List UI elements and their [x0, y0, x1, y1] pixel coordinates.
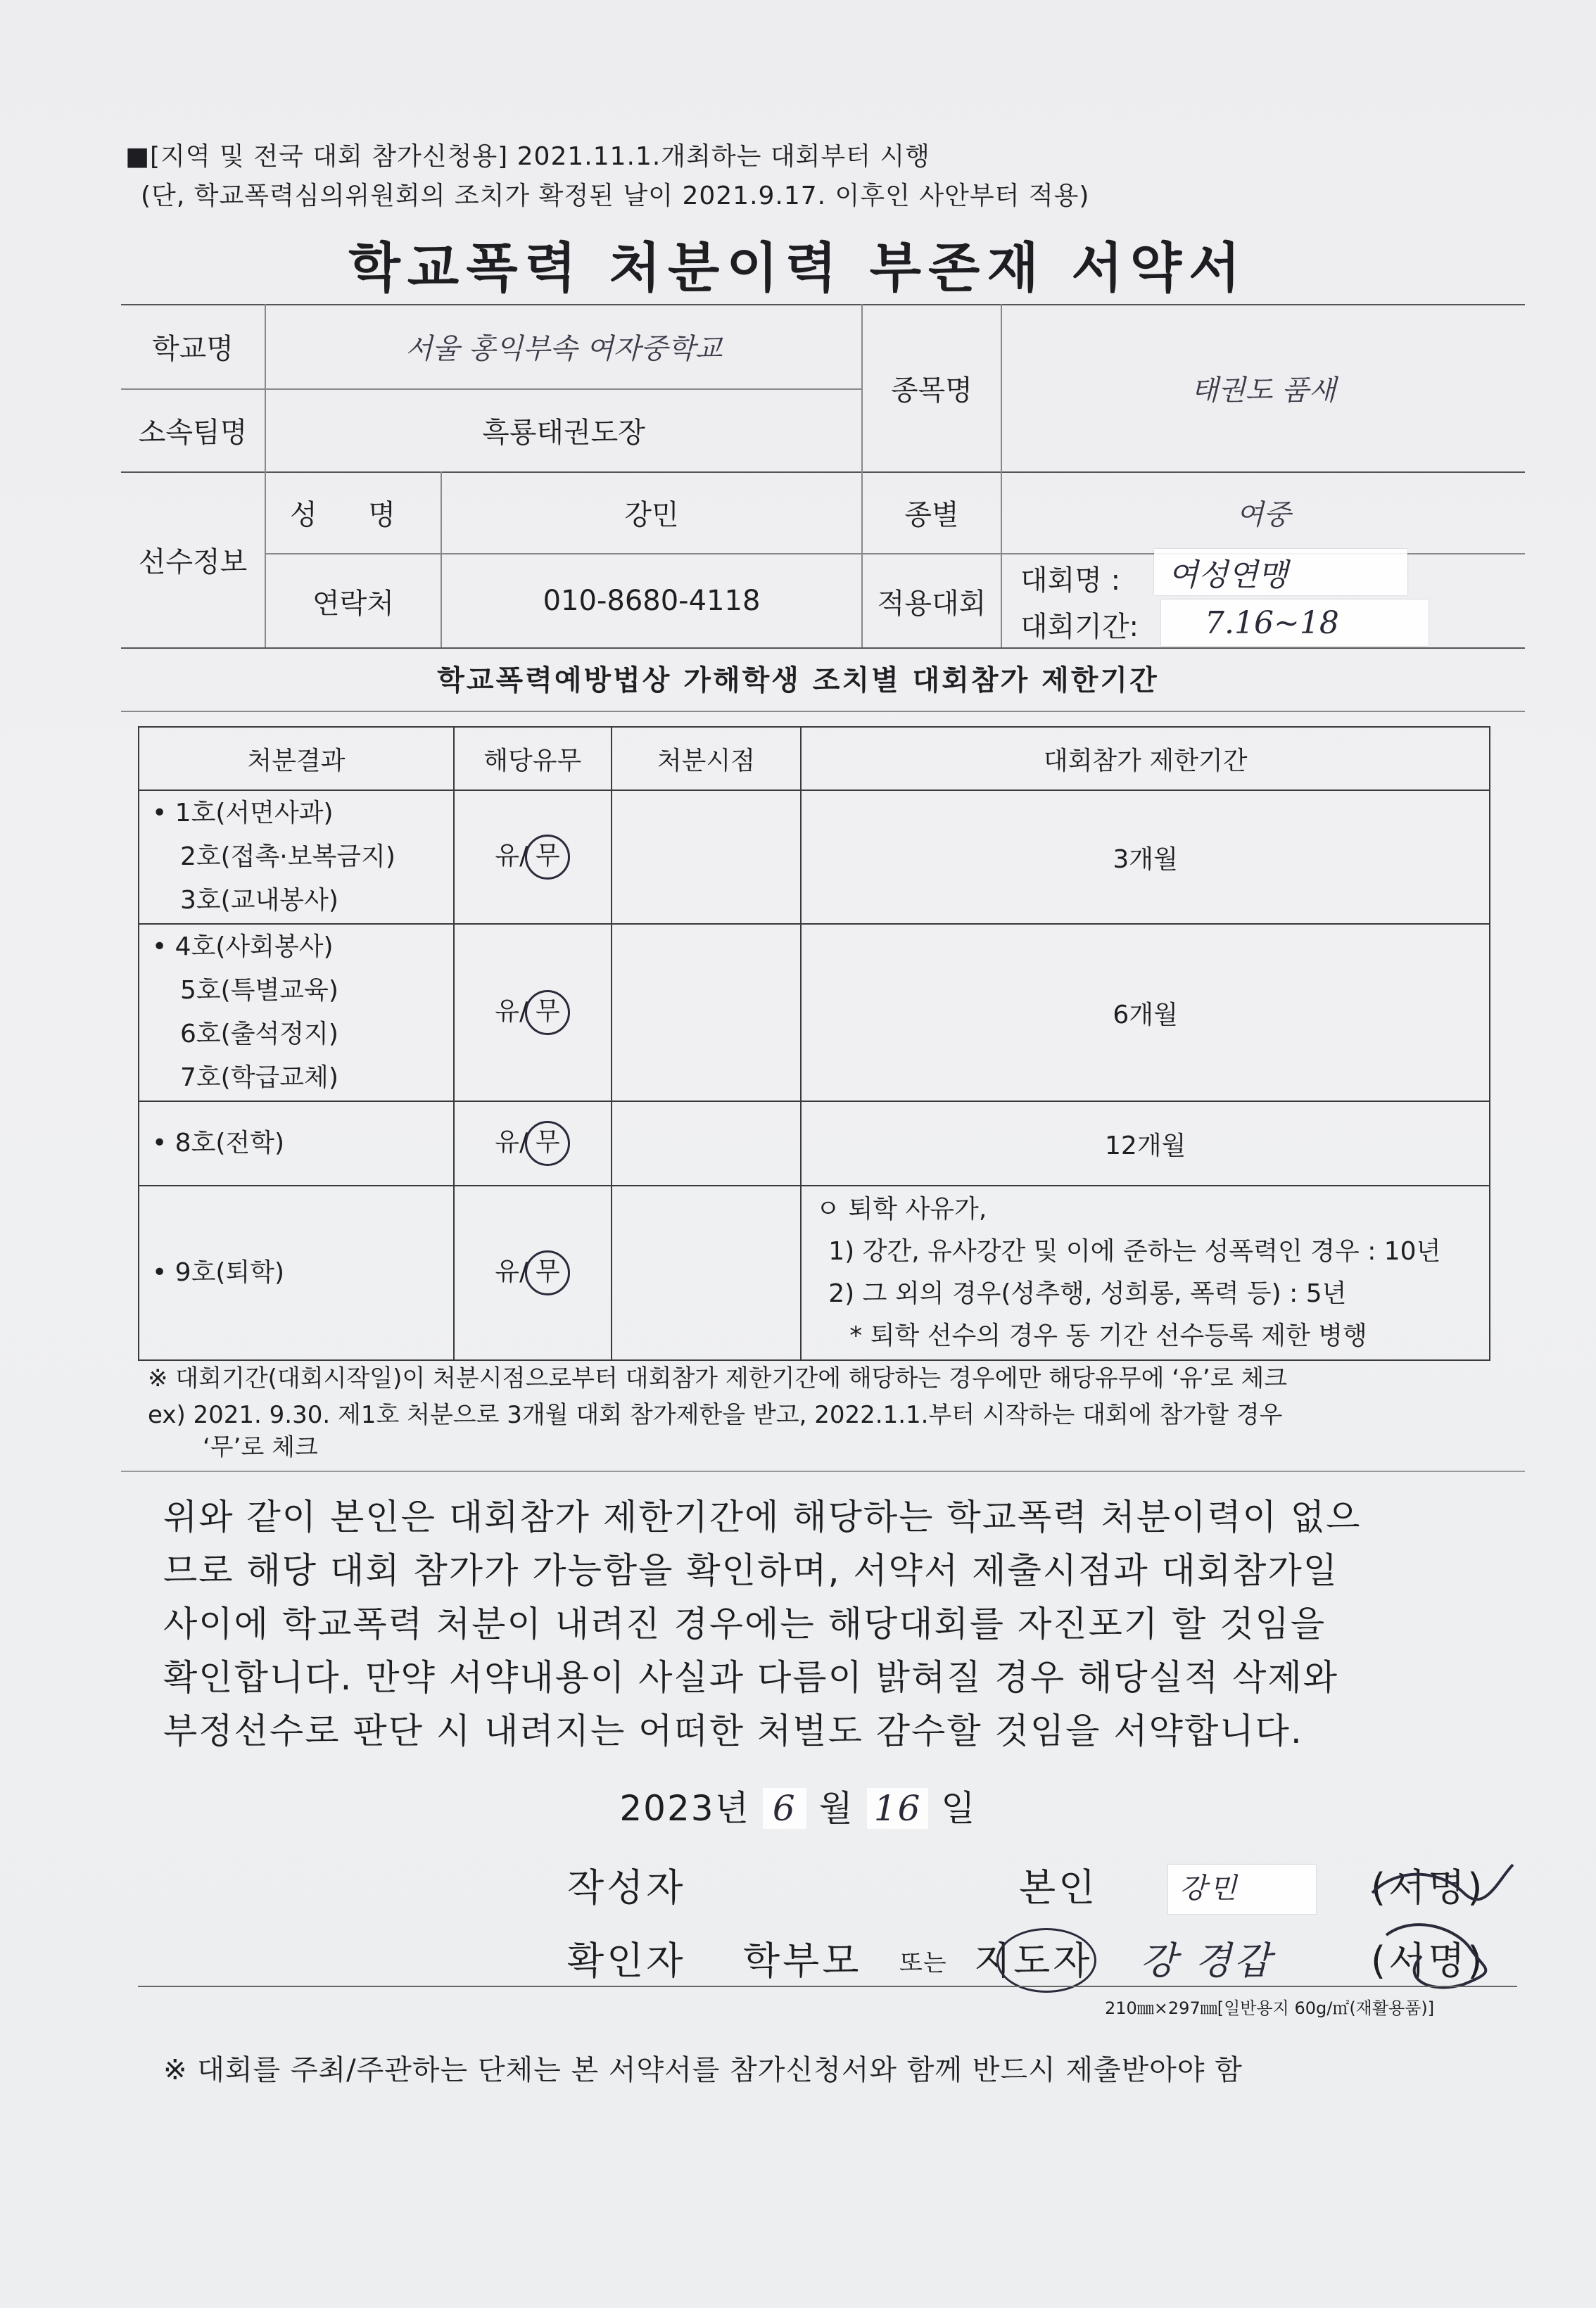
- competition-period-label: 대회기간:: [1020, 610, 1139, 643]
- header-applicable: 해당유무: [454, 727, 612, 790]
- reason-line: 1) 강간, 유사강간 및 이에 준하는 성폭력인 경우 : 10년: [828, 1237, 1441, 1266]
- notice-block: [125, 137, 1089, 216]
- yes-option[interactable]: 유/: [495, 1128, 528, 1157]
- result-item: • 9호(퇴학): [152, 1258, 284, 1287]
- contact-value: 010-8680-4118: [543, 585, 761, 617]
- confirmer-label: 확인자: [567, 1939, 686, 1983]
- page-title: 학교폭력 처분이력 부존재 서약서: [348, 236, 1248, 299]
- name-label: 성 명: [290, 498, 417, 531]
- pledge-line: 사이에 학교폭력 처분이 내려진 경우에는 해당대회를 자진포기 할 것임을: [163, 1604, 1326, 1644]
- result-cell: [139, 1101, 454, 1186]
- result-item: 2호(접촉·보복금지): [180, 842, 395, 871]
- result-item: • 1호(서면사과): [152, 799, 334, 828]
- pledge-line: 므로 해당 대회 참가가 가능함을 확인하며, 서약서 제출시점과 대회참가일: [163, 1550, 1339, 1591]
- expulsion-reason-cell: [801, 1186, 1490, 1360]
- date-month-unit: 월: [818, 1788, 854, 1829]
- applicable-cell[interactable]: [454, 1101, 612, 1186]
- date-day-unit: 일: [941, 1788, 977, 1829]
- parent-label: 학부모: [743, 1939, 862, 1983]
- pledge-line: 위와 같이 본인은 대회참가 제한기간에 해당하는 학교폭력 처분이력이 없으: [163, 1497, 1362, 1537]
- sign-placeholder-2: (서명): [1371, 1939, 1486, 1983]
- reason-line: 2) 그 외의 경우(성추행, 성희롱, 폭력 등) : 5년: [828, 1279, 1347, 1308]
- self-label: 본인: [1019, 1865, 1098, 1910]
- result-cell: [139, 1186, 454, 1360]
- header-period: 대회참가 제한기간: [801, 727, 1490, 790]
- period-cell: 6개월: [801, 924, 1490, 1101]
- table-row: [139, 1101, 1490, 1186]
- name-value: 강민: [624, 498, 679, 531]
- event-value: 태권도 품새: [1191, 374, 1336, 407]
- divider: [121, 647, 1525, 649]
- table-row: [139, 790, 1490, 924]
- result-item: • 8호(전학): [152, 1129, 284, 1158]
- table-row: [139, 924, 1490, 1101]
- table-row: [139, 1186, 1490, 1360]
- yes-option[interactable]: 유/: [495, 842, 528, 870]
- handwritten-signature: [1358, 1851, 1527, 2005]
- result-item: 5호(특별교육): [180, 976, 338, 1005]
- applicable-cell[interactable]: [454, 790, 612, 924]
- no-option-circled[interactable]: 무: [525, 835, 570, 880]
- signing-date: [0, 1780, 1596, 1831]
- yes-option[interactable]: 유/: [495, 1257, 528, 1286]
- note-2: ex) 2021. 9.30. 제1호 처분으로 3개월 대회 참가제한을 받고, 2022.1.1.부터 시작하는 대회에 참가할 경우: [148, 1401, 1283, 1429]
- competition-period-value: 7.16~18: [1205, 604, 1339, 641]
- no-option-circled[interactable]: 무: [525, 1121, 570, 1166]
- no-option-circled[interactable]: 무: [525, 990, 570, 1035]
- applicable-cell[interactable]: [454, 1186, 612, 1360]
- time-cell[interactable]: [612, 790, 802, 924]
- team-value: 흑룡태권도장: [482, 416, 645, 449]
- school-value: 서울 홍익부속 여자중학교: [405, 332, 723, 365]
- coach-circle-mark: [996, 1928, 1096, 1993]
- or-label: 또는: [899, 1949, 947, 1977]
- event-label: 종목명: [891, 374, 973, 407]
- note-1: ※ 대회기간(대회시작일)이 처분시점으로부터 대회참가 제한기간에 해당하는 경우에만 해당유무에 ‘유’로 체크: [148, 1364, 1288, 1393]
- date-year: 2023년: [619, 1788, 750, 1829]
- school-label: 학교명: [152, 332, 234, 365]
- table-header-row: [139, 727, 1490, 790]
- pledge-line: 부정선수로 판단 시 내려지는 어떠한 처벌도 감수할 것임을 서약합니다.: [163, 1711, 1303, 1751]
- footer-note: ※ 대회를 주최/주관하는 단체는 본 서약서를 참가신청서와 함께 반드시 제출받아야 함: [163, 2054, 1243, 2086]
- signature-stroke: [1372, 1865, 1513, 1987]
- coach-label-circled: 지도자: [974, 1939, 1093, 1983]
- result-item: 6호(출석정지): [180, 1020, 338, 1048]
- header-result: 처분결과: [139, 727, 454, 790]
- reason-line: * 퇴학 선수의 경우 동 기간 선수등록 제한 병행: [849, 1321, 1367, 1350]
- notice-line-1: ■[지역 및 전국 대회 참가신청용] 2021.11.1.개최하는 대회부터 시행: [125, 142, 930, 171]
- time-cell[interactable]: [612, 1186, 802, 1360]
- competition-name-value: 여성연맹: [1168, 557, 1288, 593]
- gender-value: 여중: [1236, 498, 1291, 531]
- pledge-text: [163, 1490, 1486, 1758]
- yes-option[interactable]: 유/: [495, 997, 528, 1026]
- time-cell[interactable]: [612, 1101, 802, 1186]
- divider: [138, 1986, 1517, 1987]
- section-title: 학교폭력예방법상 가해학생 조치별 대회참가 제한기간: [437, 664, 1159, 697]
- player-info-label: 선수정보: [138, 545, 248, 578]
- result-item: 7호(학급교체): [180, 1063, 338, 1092]
- pledge-line: 확인합니다. 만약 서약내용이 사실과 다름이 밝혀질 경우 해당실적 삭제와: [163, 1657, 1339, 1698]
- sign-placeholder-1: (서명): [1371, 1865, 1486, 1910]
- note-3: ‘무’로 체크: [203, 1433, 318, 1461]
- period-cell: 3개월: [801, 790, 1490, 924]
- applied-competition-label: 적용대회: [877, 587, 987, 620]
- result-item: • 4호(사회봉사): [152, 932, 334, 961]
- time-cell[interactable]: [612, 924, 802, 1101]
- paper-info: 210㎜×297㎜[일반용지 60g/㎡(재활용품)]: [1105, 1998, 1435, 2018]
- notice-line-2: (단, 학교폭력심의위원회의 조치가 확정된 날이 2021.9.17. 이후인 사안부터 적용): [141, 182, 1090, 210]
- writer-label: 작성자: [567, 1865, 686, 1910]
- competition-name-label: 대회명 :: [1020, 564, 1121, 597]
- disposition-table: [138, 726, 1490, 1361]
- no-option-circled[interactable]: 무: [525, 1250, 570, 1295]
- coach-name[interactable]: 강 경갑: [1140, 1939, 1274, 1983]
- period-cell: 12개월: [801, 1101, 1490, 1186]
- applicable-cell[interactable]: [454, 924, 612, 1101]
- contact-label: 연락처: [312, 587, 394, 620]
- result-item: 3호(교내봉사): [180, 886, 338, 915]
- header-time: 처분시점: [612, 727, 802, 790]
- gender-label: 종별: [904, 498, 959, 531]
- date-month[interactable]: 6: [763, 1788, 806, 1829]
- result-cell: [139, 790, 454, 924]
- result-cell: [139, 924, 454, 1101]
- divider: [121, 1471, 1525, 1472]
- self-name[interactable]: 강민: [1179, 1872, 1240, 1905]
- date-day[interactable]: 16: [867, 1788, 929, 1829]
- team-label: 소속팀명: [138, 416, 248, 449]
- reason-line: ㅇ 퇴학 사유가,: [816, 1195, 987, 1224]
- divider: [121, 711, 1525, 712]
